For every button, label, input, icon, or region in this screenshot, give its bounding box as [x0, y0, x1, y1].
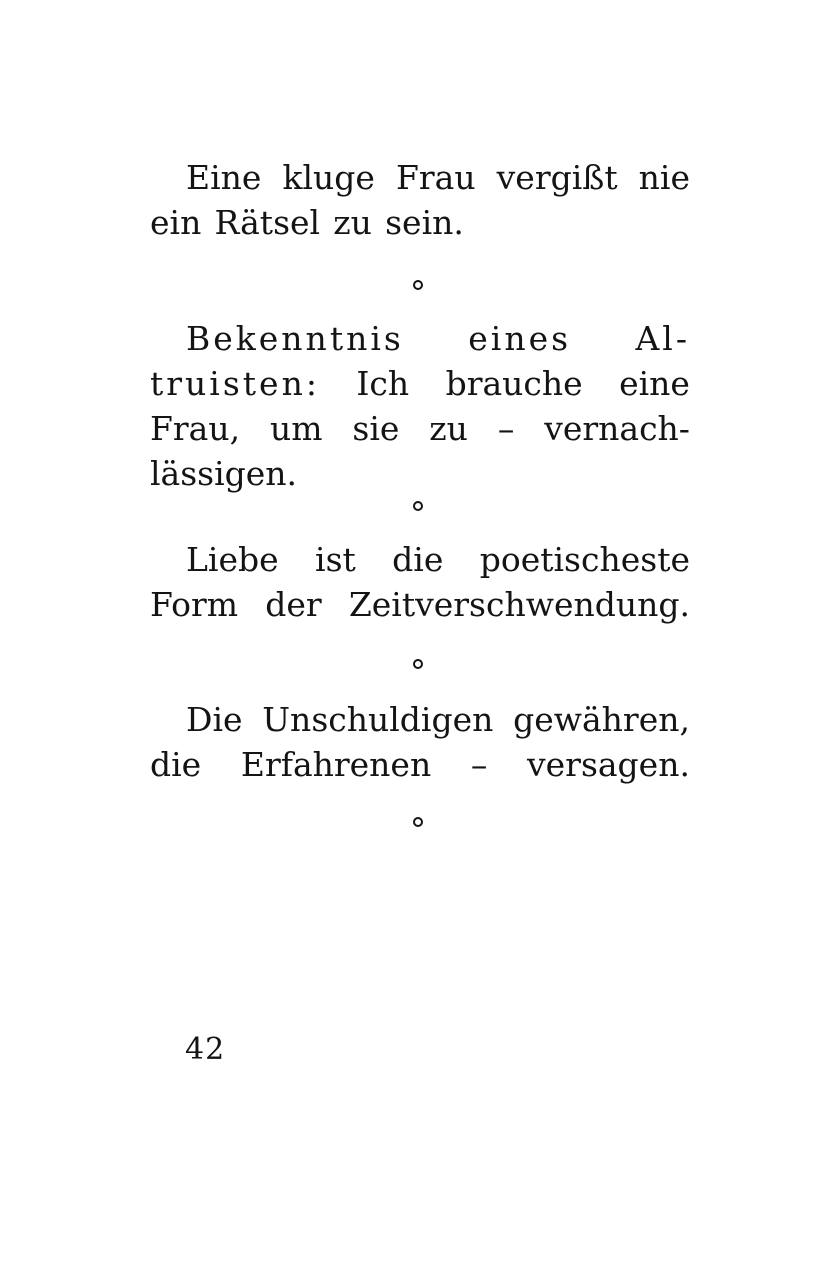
word: eine	[619, 364, 690, 403]
separator-circle-icon	[413, 280, 423, 290]
word: zu	[429, 409, 468, 448]
word: die	[150, 745, 202, 784]
word: Frau,	[150, 409, 241, 448]
word: Eine	[186, 158, 262, 197]
word: Al-	[635, 319, 690, 358]
word: lässigen.	[150, 454, 298, 493]
word: Erfahrenen	[240, 745, 432, 784]
word: –	[470, 745, 488, 784]
word: poetischeste	[479, 540, 690, 579]
word: truisten:	[150, 364, 320, 403]
word: Bekenntnis	[186, 319, 404, 358]
text-line	[150, 742, 690, 787]
aphorism-1	[150, 155, 690, 245]
text-line	[150, 316, 690, 361]
text-line	[150, 537, 690, 582]
word: vernach-	[544, 409, 690, 448]
word: Form	[150, 585, 239, 624]
text-line	[150, 200, 690, 245]
word: ist	[315, 540, 356, 579]
word: Zeitverschwendung.	[348, 585, 690, 624]
text-line	[150, 582, 690, 627]
word: versagen.	[527, 745, 690, 784]
aphorism-3	[150, 537, 690, 627]
word: um	[269, 409, 323, 448]
word: kluge	[282, 158, 375, 197]
word: die	[392, 540, 444, 579]
aphorism-4	[150, 697, 690, 787]
word: nie	[638, 158, 690, 197]
word: Ich	[356, 364, 410, 403]
word: ein	[150, 203, 202, 242]
word: sein.	[385, 203, 464, 242]
word: Unschuldigen	[262, 700, 494, 739]
word: brauche	[445, 364, 583, 403]
word: Rätsel	[214, 203, 321, 242]
word: Frau	[396, 158, 476, 197]
text-line	[150, 697, 690, 742]
word: eines	[468, 319, 572, 358]
separator-circle-icon	[413, 817, 423, 827]
word: –	[497, 409, 515, 448]
word: Die	[186, 700, 243, 739]
word: Liebe	[186, 540, 279, 579]
page-number: 42	[185, 1032, 226, 1067]
word: zu	[333, 203, 372, 242]
word: vergißt	[496, 158, 618, 197]
text-line	[150, 451, 690, 496]
separator-circle-icon	[413, 501, 423, 511]
aphorism-2	[150, 316, 690, 496]
text-line	[150, 155, 690, 200]
text-line	[150, 361, 690, 406]
word: der	[265, 585, 322, 624]
separator-circle-icon	[413, 659, 423, 669]
word: sie	[352, 409, 400, 448]
text-line	[150, 406, 690, 451]
word: gewähren,	[513, 700, 690, 739]
